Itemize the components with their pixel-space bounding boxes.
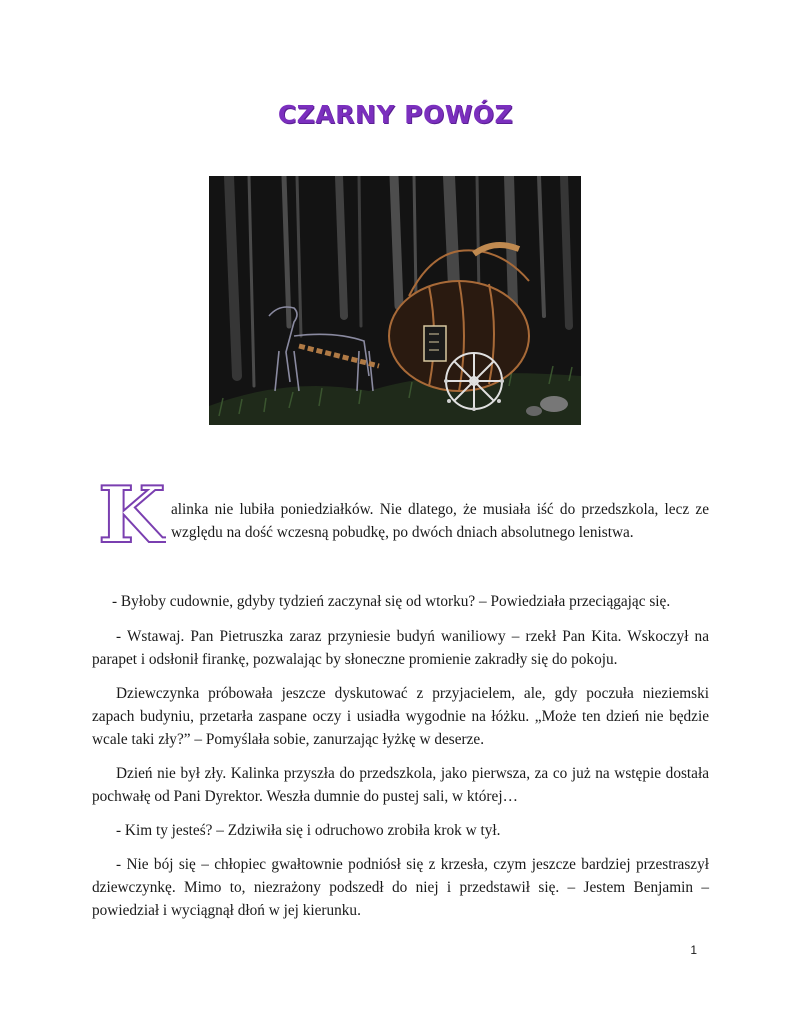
- story-body: [92, 590, 709, 933]
- paragraph: - Kim ty jesteś? – Zdziwiła się i odruchowo zrobiła krok w tył.: [116, 822, 501, 839]
- paragraph: - Byłoby cudownie, gdyby tydzień zaczynał się od wtorku? – Powiedziała przeciągając się.: [112, 593, 671, 610]
- paragraph: - Wstawaj. Pan Pietruszka zaraz przyniesie budyń waniliowy – rzekł Pan Kita. Wskoczył na parapet i odsłonił firankę, pozwalając by słoneczne promienie zakradły się do pokoju.: [92, 628, 709, 668]
- dropcap-letter: [96, 478, 166, 548]
- svg-text:K: K: [98, 478, 166, 548]
- paragraph: Dzień nie był zły. Kalinka przyszła do przedszkola, jako pierwsza, za co już na wstępie dostała pochwałę od Pani Dyrektor. Weszła dumnie do pustej sali, w której…: [92, 765, 709, 805]
- paragraph: - Nie bój się – chłopiec gwałtownie podniósł się z krzesła, czym jeszcze bardziej przestraszył dziewczynkę. Mimo to, niezrażony podszedł do niej i przedstawił się. – Jestem Benjamin – powiedział i wyciągnął dłoń w jej kierunku.: [92, 856, 709, 919]
- story-title: CZARNY POWÓZ: [277, 100, 514, 129]
- paragraph: Dziewczynka próbowała jeszcze dyskutować z przyjacielem, ale, gdy poczuła nieziemski zapach budyniu, przetarła zaspane oczy i usiadła wygodnie na łóżku. „Może ten dzień nie będzie wcale taki zły?” – Pomyślała sobie, zanurzając łyżkę w deserze.: [92, 685, 709, 748]
- first-paragraph-line-1: alinka nie lubiła poniedziałków. Nie dlatego, że musiała iść do przedszkola, lecz ze: [171, 501, 709, 518]
- page-number: 1: [690, 943, 697, 957]
- first-paragraph: [171, 498, 709, 544]
- carriage-illustration: [209, 176, 581, 425]
- first-paragraph-line-2: względu na dość wczesną pobudkę, po dwóch dniach absolutnego lenistwa.: [171, 524, 634, 541]
